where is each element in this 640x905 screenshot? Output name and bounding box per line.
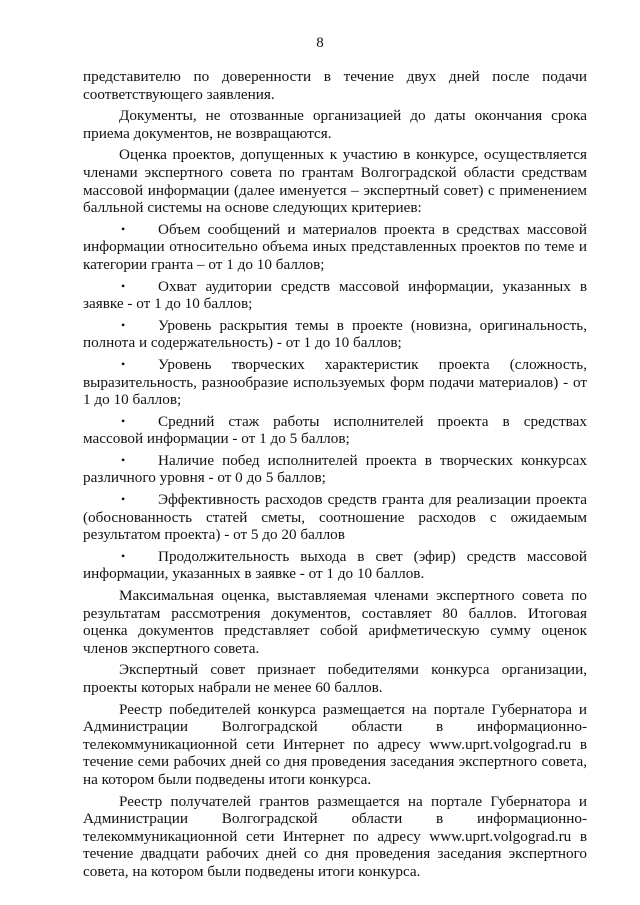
criteria-text: Объем сообщений и материалов проекта в средствах массовой информации относительно объема иных представленных проектов по теме и категории гранта – от 1 до 10 баллов; (83, 220, 587, 273)
paragraph-documents-not-returned: Документы, не отозванные организацией до даты окончания срока приема документов, не возвращаются. (83, 107, 587, 142)
bullet-icon: • (121, 548, 126, 563)
bullet-icon: • (121, 492, 126, 507)
criteria-text: Продолжительность выхода в свет (эфир) средств массовой информации, указанных в заявке - от 1 до 10 баллов. (83, 547, 587, 583)
criteria-item (83, 491, 587, 544)
criteria-text: Наличие побед исполнителей проекта в творческих конкурсах различного уровня - от 0 до 5 баллов; (83, 451, 587, 487)
criteria-text: Охват аудитории средств массовой информации, указанных в заявке - от 1 до 10 баллов; (83, 277, 587, 313)
bullet-icon: • (121, 317, 126, 332)
criteria-item (83, 221, 587, 274)
criteria-item (83, 317, 587, 352)
paragraph-max-score: Максимальная оценка, выставляемая членами экспертного совета по результатам рассмотрения документов, составляет 80 баллов. Итоговая оценка документов представляет собой арифметическую сумму оценок членов экспертного совета. (83, 587, 587, 657)
criteria-list (83, 221, 587, 583)
criteria-text: Уровень творческих характеристик проекта (сложность, выразительность, разнообразие используемых форм подачи материалов) - от 1 до 10 баллов; (83, 355, 587, 409)
paragraph-winners-registry: Реестр победителей конкурса размещается на портале Губернатора и Администрации Волгоградской области в информационно-телекоммуникационной сети Интернет по адресу www.uprt.volgograd.ru в течение семи рабочих дней со дня проведения заседания экспертного совета, на котором были подведены итоги конкурса. (83, 700, 587, 788)
paragraph-continuation: представителю по доверенности в течение двух дней после подачи соответствующего заявления. (83, 68, 587, 103)
paragraph-winners-threshold: Экспертный совет признает победителями конкурса организации, проекты которых набрали не менее 60 баллов. (83, 661, 587, 696)
page-number: 8 (316, 35, 324, 51)
criteria-text: Эффективность расходов средств гранта для реализации проекта (обоснованность статей сметы, соотношение расходов с ожидаемым результатом проекта) - от 5 до 20 баллов (83, 491, 587, 544)
criteria-text: Уровень раскрытия темы в проекте (новизна, оригинальность, полнота и содержательность) - от 1 до 10 баллов; (83, 316, 587, 352)
criteria-item (83, 548, 587, 583)
document-body (83, 68, 587, 885)
criteria-item (83, 356, 587, 409)
bullet-icon: • (121, 452, 126, 467)
bullet-icon: • (121, 278, 126, 293)
bullet-icon: • (121, 413, 126, 428)
criteria-item (83, 278, 587, 313)
criteria-text: Средний стаж работы исполнителей проекта в средствах массовой информации - от 1 до 5 баллов; (83, 412, 587, 448)
bullet-icon: • (121, 356, 126, 371)
criteria-item (83, 413, 587, 448)
paragraph-grant-recipients-registry: Реестр получателей грантов размещается на портале Губернатора и Администрации Волгоградской области в информационно-телекоммуникационной сети Интернет по адресу www.uprt.volgograd.ru в течение двадцати рабочих дней со дня проведения заседания экспертного совета, на котором были подведены итоги конкурса. (83, 792, 587, 880)
criteria-item (83, 452, 587, 487)
bullet-icon: • (121, 221, 126, 236)
paragraph-evaluation-intro: Оценка проектов, допущенных к участию в конкурсе, осуществляется членами экспертного совета по грантам Волгоградской области средствам массовой информации (далее именуется – экспертный совет) с применением балльной системы на основе следующих критериев: (83, 146, 587, 217)
